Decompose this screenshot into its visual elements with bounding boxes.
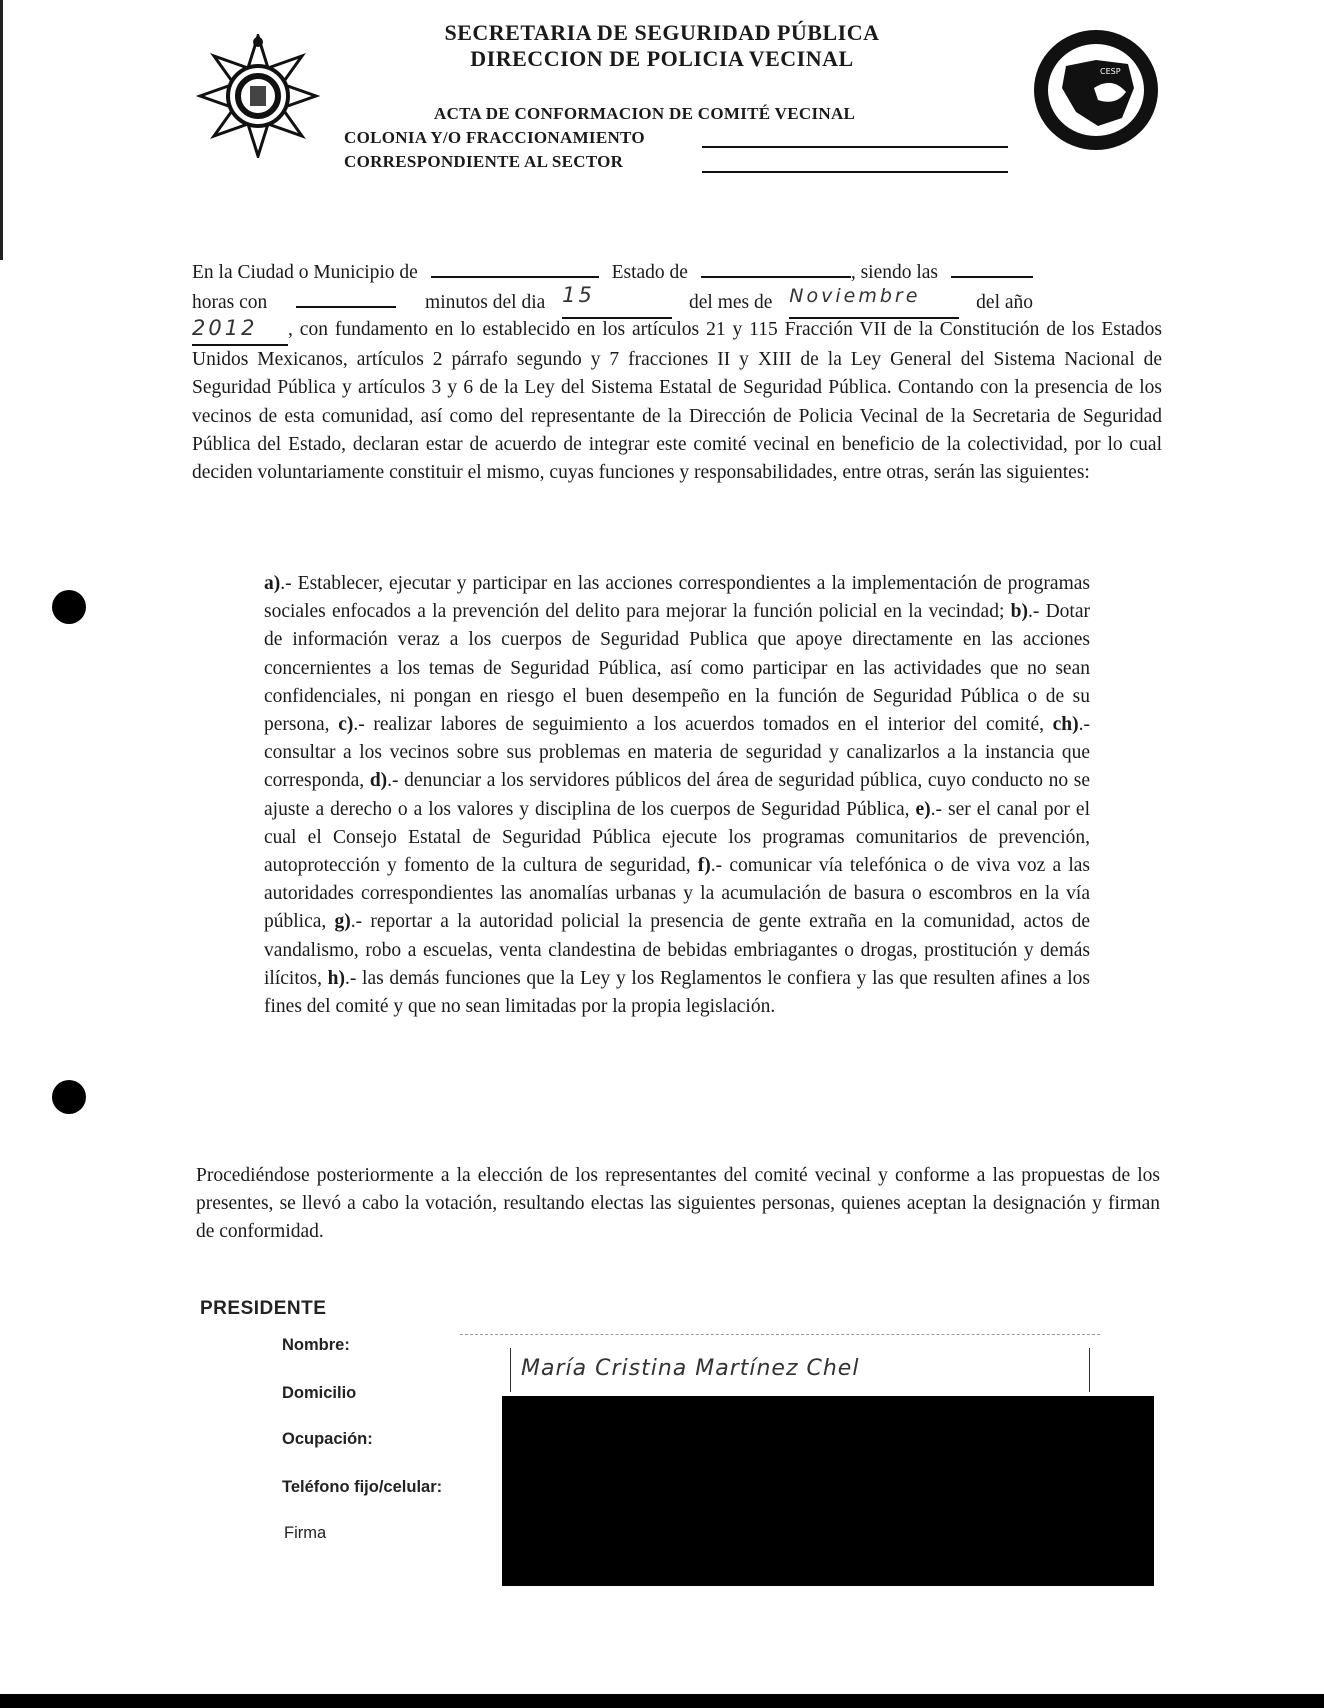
item-h-tag: h) xyxy=(327,967,345,989)
acta-title: ACTA DE CONFORMACION DE COMITÉ VECINAL xyxy=(434,104,856,123)
intro-line-1 xyxy=(192,259,1162,287)
intro-body xyxy=(192,314,1162,487)
colonia-blank xyxy=(702,146,1008,148)
item-e-tag: e) xyxy=(915,798,931,820)
item-c: .- realizar labores de seguimiento a los acuerdos tomados en el interior del comité, xyxy=(353,714,1044,736)
redaction-block xyxy=(502,1396,1154,1586)
functions-list xyxy=(264,570,1090,1021)
intro-siendo-label: , siendo las xyxy=(850,262,939,283)
nombre-top-line xyxy=(460,1334,1100,1335)
hora-blank xyxy=(951,276,1033,278)
nombre-label: Nombre: xyxy=(282,1336,350,1354)
item-a-tag: a) xyxy=(264,573,281,594)
header-secretaria: SECRETARIA DE SEGURIDAD PÚBLICA xyxy=(444,20,880,45)
item-g-tag: g) xyxy=(334,911,351,933)
item-ch: .- consultar a los vecinos sobre sus problemas en materia de seguridad y canalizarlos a la instancia que corresponda, xyxy=(264,714,1091,792)
intro-ano-label: del año xyxy=(976,292,1034,313)
item-c-tag: c) xyxy=(338,714,354,736)
item-b: .- Dotar de información veraz a los cuerpos de Seguridad Publica que apoye directamente en las acciones concernientes a los temas de Seguridad Pública, así como participar en las actividades que no sean confidenciales, ni pongan en riesgo el buen desempeño en la función de Seguridad Pública o de su persona, xyxy=(264,601,1090,736)
mes-value: Noviembre xyxy=(789,285,921,307)
colonia-label: COLONIA Y/O FRACCIONAMIENTO xyxy=(344,128,645,147)
intro-ciudad-label: En la Ciudad o Municipio de xyxy=(192,262,418,283)
minutos-blank xyxy=(296,306,396,308)
item-e: .- ser el canal por el cual el Consejo Estatal de Seguridad Pública ejecute los programas comunitarios de prevención, autoprotección y fomento de la cultura de seguridad, xyxy=(264,798,1090,877)
ciudad-blank xyxy=(431,276,599,278)
svg-text:CESP: CESP xyxy=(1100,67,1121,76)
nombre-field xyxy=(510,1348,1090,1392)
telefono-label: Teléfono fijo/celular: xyxy=(282,1478,443,1496)
domicilio-label: Domicilio xyxy=(282,1384,357,1402)
ano-value: 2012 xyxy=(192,316,258,340)
sector-blank xyxy=(702,171,1008,173)
firma-label: Firma xyxy=(284,1524,327,1542)
election-paragraph: Procediéndose posteriormente a la elección de los representantes del comité vecinal y conforme a las propuestas de los presentes, se llevó a cabo la votación, resultando electas las siguientes personas, quienes aceptan la designación y firman de conformidad. xyxy=(196,1165,1160,1243)
item-b-tag: b) xyxy=(1010,601,1028,623)
sector-label: CORRESPONDIENTE AL SECTOR xyxy=(344,152,624,171)
header-direccion: DIRECCION DE POLICIA VECINAL xyxy=(470,46,854,71)
intro-estado-label: Estado de xyxy=(611,262,688,283)
president-heading: PRESIDENTE xyxy=(200,1298,327,1319)
item-a: .- Establecer, ejecutar y participar en las acciones correspondientes a la implementación de programas sociales enfocados a la prevención del delito para mejorar la función policial en la vecindad; xyxy=(264,573,1090,623)
intro-fundamento: , con fundamento en lo establecido en los artículos 21 y 115 Fracción VII de la Constitución de los Estados Unidos Mexicanos, artículos 2 párrafo segundo y 7 fracciones II y XIII de la Ley General del Sistema Nacional de Seguridad Pública y artículos 3 y 6 de la Ley del Sistema Estatal de Seguridad Pública. Contando con la presencia de los vecinos de esta comunidad, así como del representante de la Dirección de Policia Vecinal de la Secretaria de Seguridad Pública del Estado, declaran estar de acuerdo de integrar este comité vecinal en beneficio de la colectividad, por lo cual deciden voluntariamente constituir el mismo, cuyas funciones y responsabilidades, entre otras, serán las siguientes: xyxy=(192,319,1162,484)
hole-punch-bottom xyxy=(52,1080,86,1114)
item-f-tag: f) xyxy=(697,855,711,877)
item-g: .- reportar a la autoridad policial la presencia de gente extraña en la comunidad, actos de vandalismo, robo a escuelas, venta clandestina de bebidas embriagantes o drogas, prostitución y demás ilícitos, xyxy=(264,911,1090,989)
item-ch-tag: ch) xyxy=(1052,714,1079,736)
nombre-value: María Cristina Martínez Chel xyxy=(521,1356,860,1381)
dia-value: 15 xyxy=(562,283,595,307)
scan-bottom-edge xyxy=(0,1694,1324,1708)
estado-blank xyxy=(701,276,851,278)
item-h: .- las demás funciones que la Ley y los Reglamentos le confiera y las que resulten afines a los fines del comité y que no sean limitadas por la propia legislación. xyxy=(264,967,1091,1018)
item-f: .- comunicar vía telefónica o de viva voz a las autoridades correspondientes las anomalías urbanas y la acumulación de basura o escombros en la vía pública, xyxy=(264,855,1091,933)
intro-minutos-label: minutos del dia xyxy=(425,292,546,313)
intro-horas-label: horas con xyxy=(192,292,268,313)
ocupacion-label: Ocupación: xyxy=(282,1430,373,1448)
hole-punch-top xyxy=(52,590,86,624)
item-d: .- denunciar a los servidores públicos del área de seguridad pública, cuyo conducto no se ajuste a derecho o a los valores y disciplina de los cuerpos de Seguridad Pública, xyxy=(264,770,1090,820)
ano-field xyxy=(192,314,288,346)
intro-mes-label: del mes de xyxy=(689,292,773,313)
item-d-tag: d) xyxy=(369,770,388,792)
